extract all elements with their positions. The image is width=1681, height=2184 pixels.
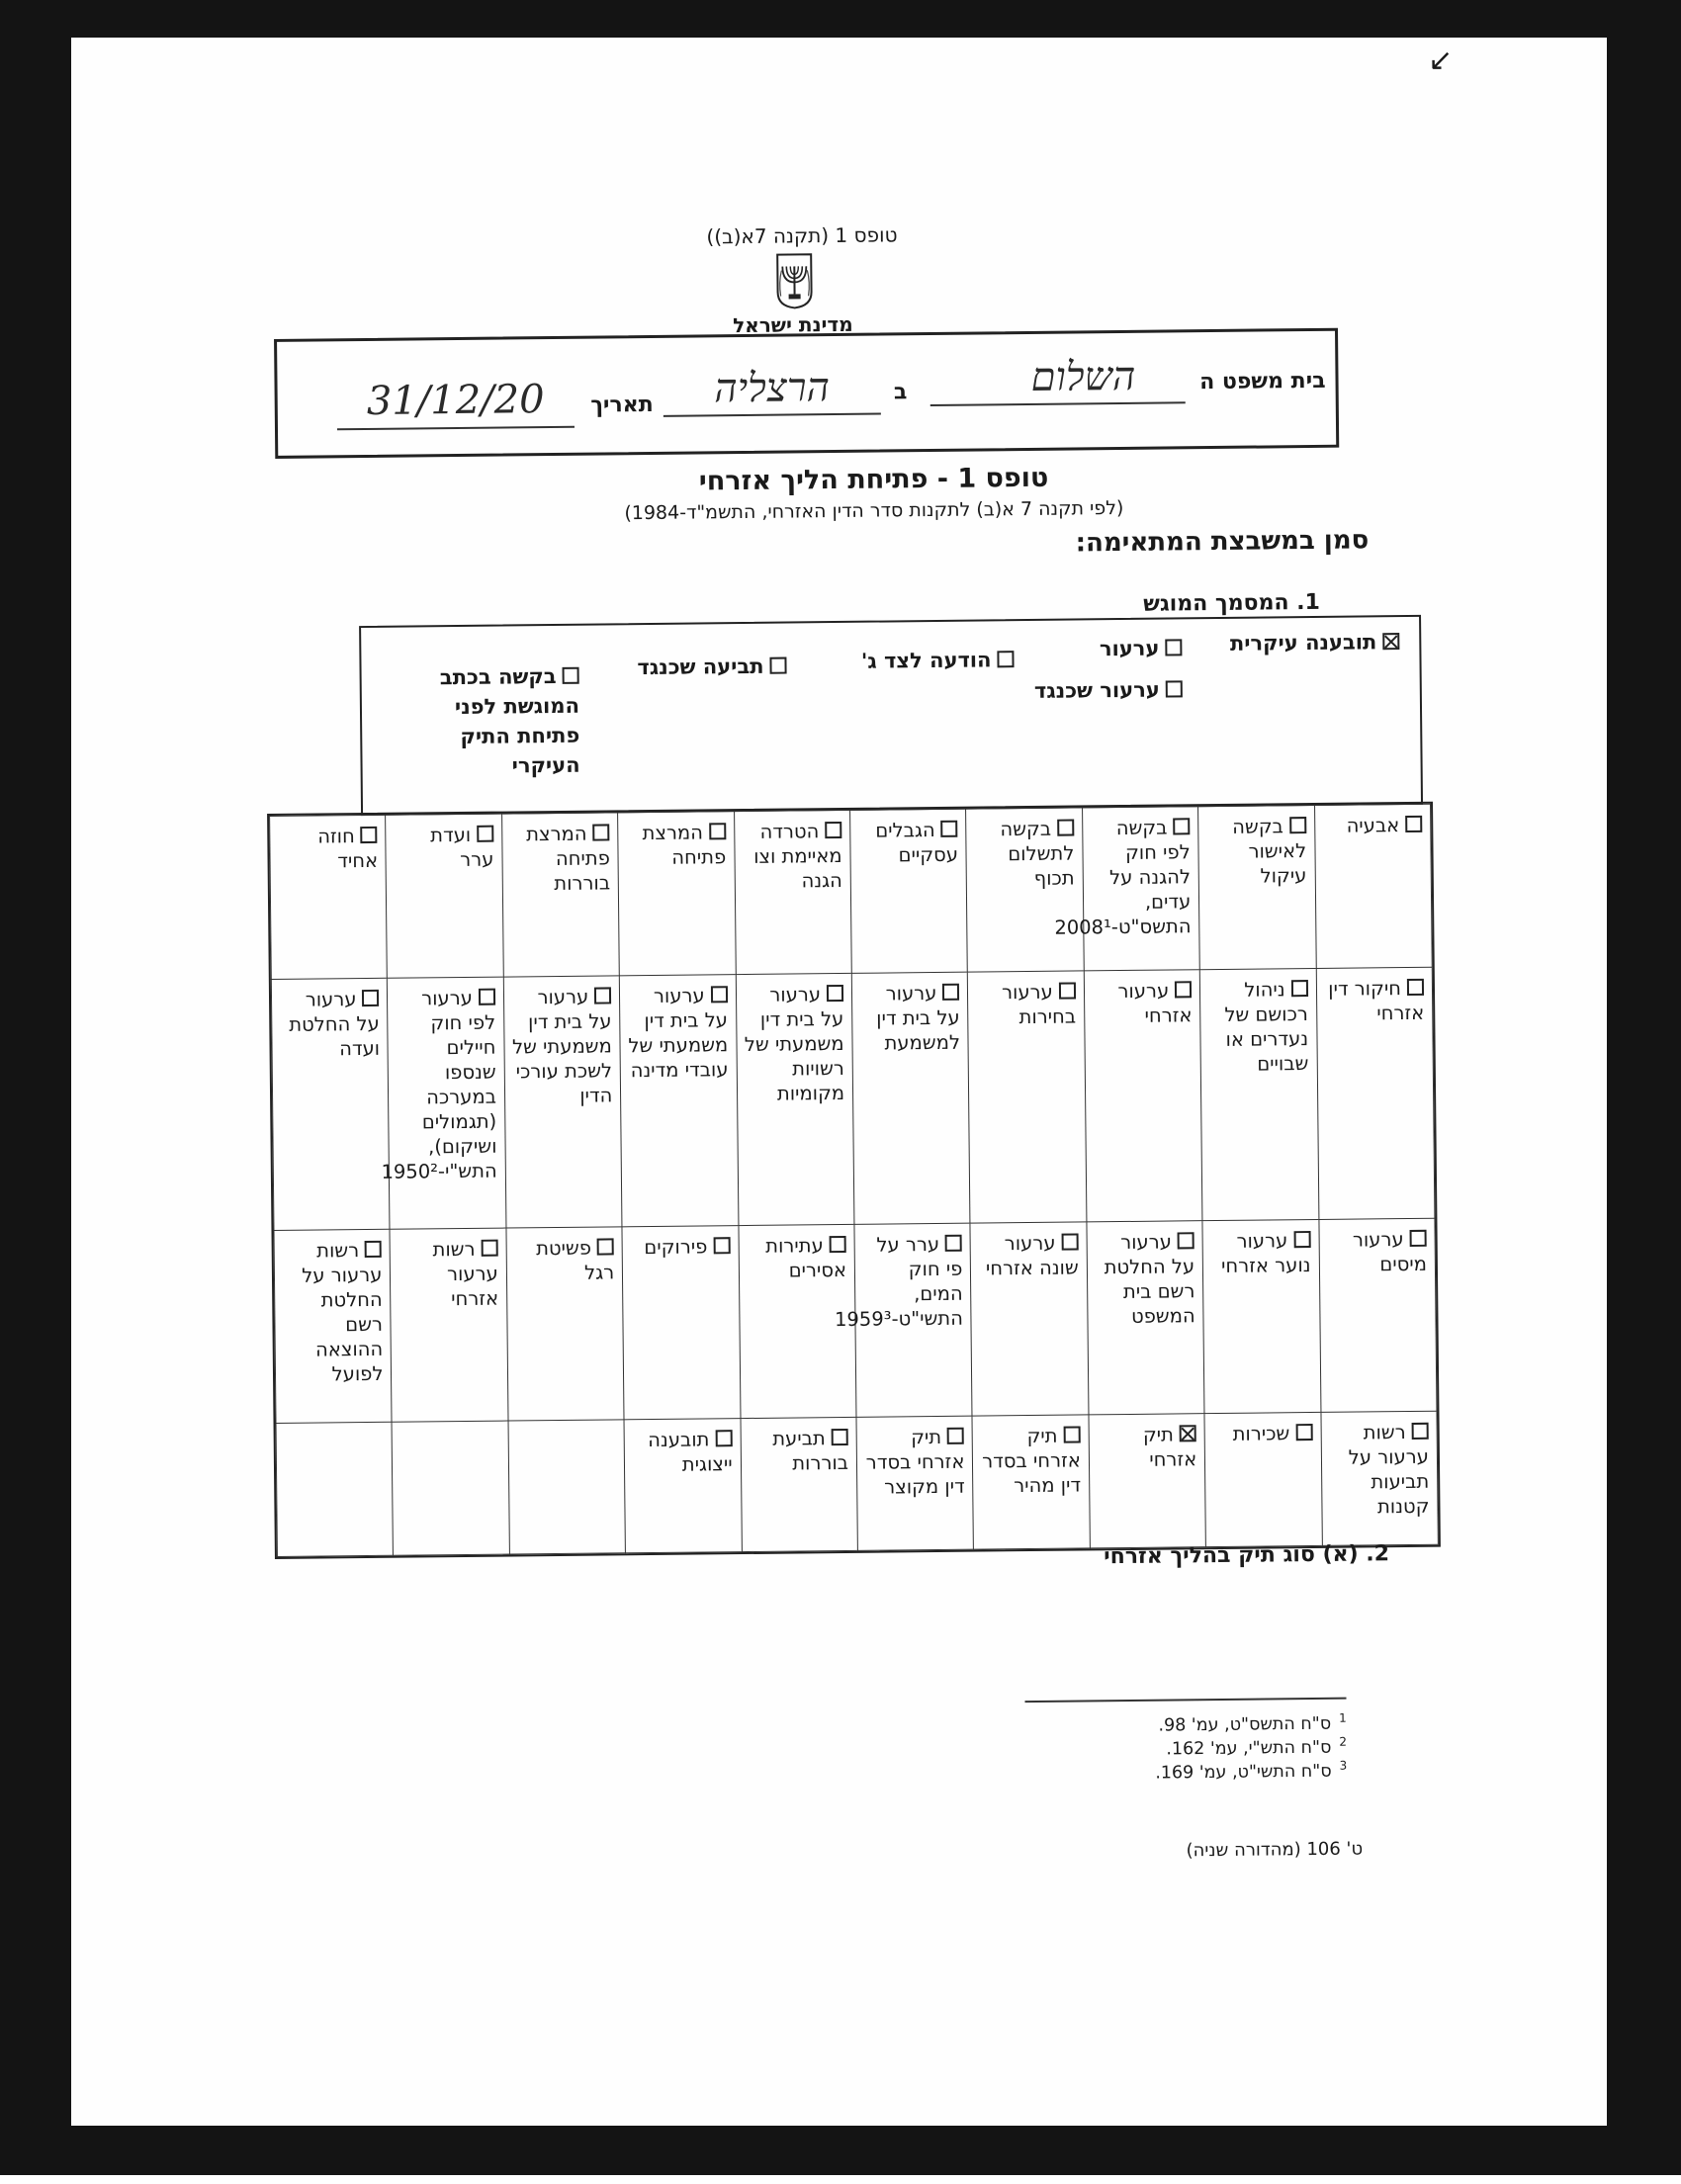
case-type-label: ערעור נוער אזרחי [1221, 1230, 1311, 1278]
case-type-label: ניהול רכושם של נעדרים או שבויים [1224, 978, 1308, 1075]
case-type-cell[interactable] [1316, 967, 1435, 1220]
case-type-option[interactable] [1327, 1420, 1429, 1520]
case-type-label: רשות ערעור על החלטת רשם ההוצאה לפועל [302, 1239, 384, 1385]
case-type-option[interactable] [1095, 1422, 1196, 1472]
case-type-option[interactable] [1204, 814, 1306, 889]
case-type-label: ערעור על החלטת ועדה [289, 988, 380, 1060]
case-type-label: ערעור לפי חוק חיילים שנספו במערכה (תגמולים ושיקום), התש"י-1950² [381, 987, 496, 1183]
case-type-label: הטרדה מאיימת וצו הגנה [753, 820, 842, 892]
case-type-option[interactable] [1325, 1227, 1427, 1277]
case-type-cell[interactable] [1198, 805, 1316, 969]
checkbox-icon[interactable] [1057, 820, 1074, 836]
state-name: מדינת ישראל [684, 311, 902, 337]
case-type-label: בקשה לתשלום תכוף [1000, 818, 1074, 890]
checkbox-icon[interactable] [769, 657, 786, 674]
checkbox-icon[interactable] [563, 667, 579, 684]
case-type-cell[interactable] [620, 974, 739, 1227]
case-type-label: ערעור על בית דין משמעתי של לשכת עורכי הדין [512, 986, 613, 1107]
table-row [274, 1218, 1437, 1423]
case-type-cell[interactable] [1202, 1220, 1320, 1414]
case-type-option[interactable] [278, 987, 380, 1062]
case-type-grid [269, 804, 1439, 1557]
case-type-option[interactable] [741, 819, 842, 894]
city-label: ב [881, 380, 921, 404]
checkbox-icon[interactable] [1290, 980, 1307, 997]
case-type-label: רשות ערעור אזרחי [432, 1238, 498, 1310]
option-counter-appeal[interactable]: ערעור שכנגד [955, 674, 1183, 706]
case-type-cell[interactable] [856, 1416, 974, 1550]
checkbox-icon[interactable] [1405, 816, 1422, 832]
case-type-option[interactable] [856, 818, 958, 868]
case-type-option[interactable] [397, 1237, 498, 1312]
option-pre-filing-request[interactable]: בקשה בכתב המוגשת לפני פתיחת התיק העיקרי [391, 661, 579, 782]
case-type-cell[interactable] [618, 812, 736, 976]
case-type-label: רשות ערעור על תביעות קטנות [1349, 1421, 1430, 1518]
case-type-cell[interactable] [972, 1415, 1090, 1549]
case-type-option[interactable] [510, 984, 613, 1108]
checkbox-icon[interactable] [361, 827, 378, 843]
checkbox-icon[interactable] [1173, 818, 1190, 834]
checkbox-icon[interactable] [477, 826, 493, 842]
footnote-2: $^2$ס"ח התש"י, עמ' 162. [1050, 1735, 1347, 1761]
section-2-heading: 2. (א) סוג תיק בהליך אזרחי [1073, 1541, 1389, 1569]
case-type-cell[interactable] [970, 1222, 1088, 1416]
case-type-label: ערעור בחירות [1002, 981, 1076, 1028]
case-type-cell[interactable] [1084, 970, 1202, 1223]
case-type-option[interactable] [979, 1423, 1081, 1498]
case-type-cell[interactable] [1321, 1411, 1439, 1545]
case-type-label: תיק אזרחי בסדר דין מקוצר [866, 1426, 965, 1499]
checkbox-icon[interactable] [1059, 982, 1076, 999]
case-type-option[interactable] [863, 1425, 965, 1500]
case-type-option[interactable] [1093, 1230, 1194, 1330]
case-type-label: ערעור על בית דין למשמעת [876, 982, 960, 1055]
date-label: תאריך [575, 393, 654, 418]
option-third-party-notice[interactable]: הודעה לצד ג' [796, 645, 1014, 676]
checkbox-icon[interactable] [947, 1428, 964, 1444]
case-type-cell[interactable] [1089, 1414, 1206, 1548]
case-type-cell[interactable] [274, 1230, 393, 1424]
checkbox-icon[interactable] [997, 651, 1014, 667]
checkbox-icon[interactable] [711, 986, 728, 1003]
case-type-cell[interactable] [1087, 1221, 1204, 1415]
checkbox-icon[interactable] [941, 821, 958, 837]
case-type-cell[interactable] [1199, 968, 1318, 1221]
checkbox-checked-icon[interactable] [1180, 1425, 1196, 1441]
checkbox-icon[interactable] [1407, 979, 1424, 996]
case-type-cell[interactable] [734, 810, 851, 974]
case-type-label: ערעור שונה אזרחי [986, 1232, 1079, 1280]
section-1-heading: 1. המסמך המוגש [984, 590, 1320, 619]
case-type-table [267, 802, 1441, 1559]
checkbox-icon[interactable] [1063, 1426, 1080, 1442]
case-type-option[interactable] [1209, 1228, 1311, 1278]
option-appeal[interactable]: ערעור [1043, 633, 1182, 663]
case-type-cell[interactable] [1082, 807, 1199, 971]
case-type-cell[interactable] [270, 815, 388, 979]
checkbox-icon[interactable] [715, 1430, 732, 1446]
case-type-option[interactable] [861, 1232, 963, 1332]
case-type-cell[interactable] [741, 1417, 858, 1551]
footnote-divider [1025, 1698, 1347, 1703]
case-type-label: עתירות אסירים [765, 1234, 846, 1281]
checkbox-icon[interactable] [479, 988, 495, 1005]
case-type-cell[interactable] [501, 813, 619, 977]
case-type-label: תיק אזרחי [1143, 1423, 1197, 1470]
case-type-option[interactable] [512, 1236, 614, 1286]
case-type-option[interactable] [281, 1238, 384, 1387]
stray-mark-icon: ↙ [1428, 43, 1454, 77]
case-type-option[interactable] [1322, 976, 1424, 1026]
case-type-option[interactable] [858, 981, 960, 1056]
case-type-label: תובענה ייצוגית [648, 1428, 733, 1475]
case-type-label: תיק אזרחי בסדר דין מהיר [982, 1425, 1081, 1497]
case-type-label: המרצת פתיחה [642, 821, 726, 868]
case-type-cell[interactable] [850, 809, 968, 973]
case-type-cell[interactable] [388, 977, 506, 1230]
case-type-option[interactable] [394, 985, 496, 1183]
case-type-option[interactable] [745, 1233, 846, 1283]
checkbox-icon[interactable] [713, 1237, 730, 1254]
marking-instruction: סמן במשבצת המתאימה: [884, 525, 1369, 560]
court-handwritten-value[interactable]: השלום [989, 352, 1177, 400]
case-type-label: שכירות [1233, 1422, 1290, 1445]
checkbox-icon[interactable] [945, 1235, 962, 1252]
checkbox-icon[interactable] [1175, 981, 1192, 998]
case-type-cell[interactable] [386, 814, 503, 978]
footnote-1: $^1$ס"ח התשס"ט, עמ' 98. [1050, 1711, 1347, 1737]
checkbox-icon[interactable] [594, 987, 611, 1004]
page-identifier: ט' 106 (מהדורה שניה) [1135, 1839, 1363, 1862]
checkbox-icon[interactable] [597, 1239, 614, 1256]
case-type-cell[interactable] [851, 972, 970, 1225]
case-type-cell[interactable] [854, 1223, 972, 1417]
checkbox-icon[interactable] [827, 985, 843, 1002]
case-type-option[interactable] [631, 1427, 733, 1477]
table-row [271, 967, 1435, 1231]
option-main-claim[interactable]: תובענה עיקרית [1201, 627, 1399, 658]
case-type-label: ערעור על בית דין משמעתי של רשויות מקומיות [745, 983, 845, 1104]
case-type-label: המרצת פתיחה בוררות [526, 823, 610, 895]
checkbox-icon[interactable] [830, 1236, 846, 1253]
footnote-3: $^3$ס"ח התשי"ט, עמ' 169. [1050, 1759, 1347, 1785]
case-type-cell[interactable] [1204, 1412, 1322, 1546]
checkbox-icon[interactable] [1293, 1231, 1310, 1248]
case-type-option[interactable] [974, 979, 1076, 1029]
case-type-label: פשיטת רגל [536, 1237, 614, 1284]
case-type-label: בקשה לפי חוק להגנה על עדים, התשס"ט-2008¹ [1054, 817, 1191, 939]
case-type-option[interactable] [977, 1231, 1079, 1281]
checkbox-icon[interactable] [1289, 817, 1306, 833]
case-type-option[interactable] [508, 821, 610, 896]
case-type-label: אבעיה [1347, 814, 1400, 837]
case-type-label: חיקור דין אזרחי [1328, 977, 1424, 1024]
court-field-line [930, 401, 1186, 406]
case-type-label: הגבלים עסקיים [875, 819, 958, 866]
case-type-option[interactable] [276, 824, 378, 874]
court-label: בית משפט ה [1187, 369, 1325, 394]
case-type-option[interactable] [626, 983, 728, 1083]
checkbox-icon[interactable] [1412, 1423, 1429, 1440]
checkbox-icon[interactable] [1061, 1234, 1078, 1251]
case-type-label: ערעור על בית דין משמעתי של עובדי מדינה [628, 984, 728, 1082]
case-type-label: ועדת ערר [430, 824, 493, 871]
case-type-option[interactable] [1206, 977, 1308, 1077]
menorah-emblem-icon [773, 252, 816, 309]
case-type-label: תביעת בוררות [772, 1427, 848, 1474]
checkbox-icon[interactable] [832, 1429, 848, 1445]
case-type-cell[interactable] [622, 1226, 740, 1420]
checkbox-icon[interactable] [1295, 1424, 1312, 1441]
submitted-document-box [359, 615, 1423, 816]
date-handwritten-value[interactable]: 31/12/20 [336, 377, 574, 425]
case-type-option[interactable] [629, 1234, 731, 1260]
case-type-cell[interactable] [506, 1227, 624, 1421]
checkbox-icon[interactable] [825, 822, 841, 838]
case-type-option[interactable] [1091, 978, 1193, 1028]
case-type-cell[interactable] [1319, 1218, 1437, 1412]
checkbox-icon[interactable] [709, 823, 726, 839]
checkbox-icon[interactable] [1410, 1230, 1427, 1247]
form-subtitle: (לפי תקנה 7 א(ב) לתקנות סדר הדין האזרחי, התשמ"ד-1984) [548, 496, 1200, 525]
case-type-option[interactable] [1089, 815, 1192, 939]
checkbox-icon[interactable] [592, 824, 609, 840]
case-type-option[interactable] [743, 982, 845, 1106]
case-type-label: ערעור אזרחי [1117, 979, 1192, 1026]
checkbox-icon[interactable] [481, 1240, 497, 1257]
case-type-cell [508, 1420, 626, 1554]
case-type-label: בקשה לאישור עיקול [1232, 815, 1306, 887]
checkbox-checked-icon[interactable] [1382, 633, 1399, 650]
case-type-option[interactable] [393, 823, 494, 873]
date-field-line [337, 426, 575, 431]
city-field-line [664, 413, 881, 417]
case-type-cell[interactable] [624, 1419, 742, 1553]
court-details-box [274, 328, 1339, 459]
case-type-option[interactable] [1321, 813, 1423, 838]
case-type-label: חוזה אחיד [317, 825, 378, 872]
checkbox-icon[interactable] [1178, 1233, 1194, 1250]
option-counterclaim[interactable]: תביעה שכנגד [588, 652, 786, 683]
case-type-label: פירוקים [644, 1236, 707, 1260]
case-type-cell[interactable] [966, 808, 1084, 972]
case-type-label: ערר על פי חוק המים, התשי"ט-1959³ [835, 1233, 963, 1331]
form-caption: טופס 1 (תקנה 7א(ב)) [634, 222, 970, 250]
table-row [270, 804, 1433, 979]
case-type-cell [276, 1422, 394, 1556]
case-type-cell[interactable] [271, 978, 390, 1231]
case-type-label: ערעור מיסים [1353, 1228, 1427, 1275]
case-type-option[interactable] [1211, 1421, 1313, 1446]
city-handwritten-value[interactable]: הרצליה [667, 364, 875, 412]
case-type-cell[interactable] [503, 976, 622, 1229]
case-type-cell[interactable] [390, 1228, 507, 1422]
checkbox-icon[interactable] [1165, 639, 1182, 655]
case-type-cell[interactable] [1314, 804, 1432, 968]
checkbox-icon[interactable] [1166, 680, 1183, 697]
case-type-option[interactable] [624, 820, 726, 870]
checkbox-icon[interactable] [362, 990, 379, 1006]
case-type-option[interactable] [973, 817, 1075, 892]
checkbox-icon[interactable] [942, 984, 959, 1001]
checkbox-icon[interactable] [365, 1241, 382, 1258]
case-type-cell[interactable] [736, 973, 854, 1226]
case-type-option[interactable] [747, 1426, 848, 1476]
case-type-cell [393, 1421, 510, 1555]
table-row [276, 1411, 1438, 1556]
case-type-label: ערעור על החלטת רשם בית המשפט [1105, 1231, 1195, 1328]
form-title: טופס 1 - פתיחת הליך אזרחי [586, 462, 1160, 498]
case-type-cell[interactable] [968, 971, 1087, 1224]
